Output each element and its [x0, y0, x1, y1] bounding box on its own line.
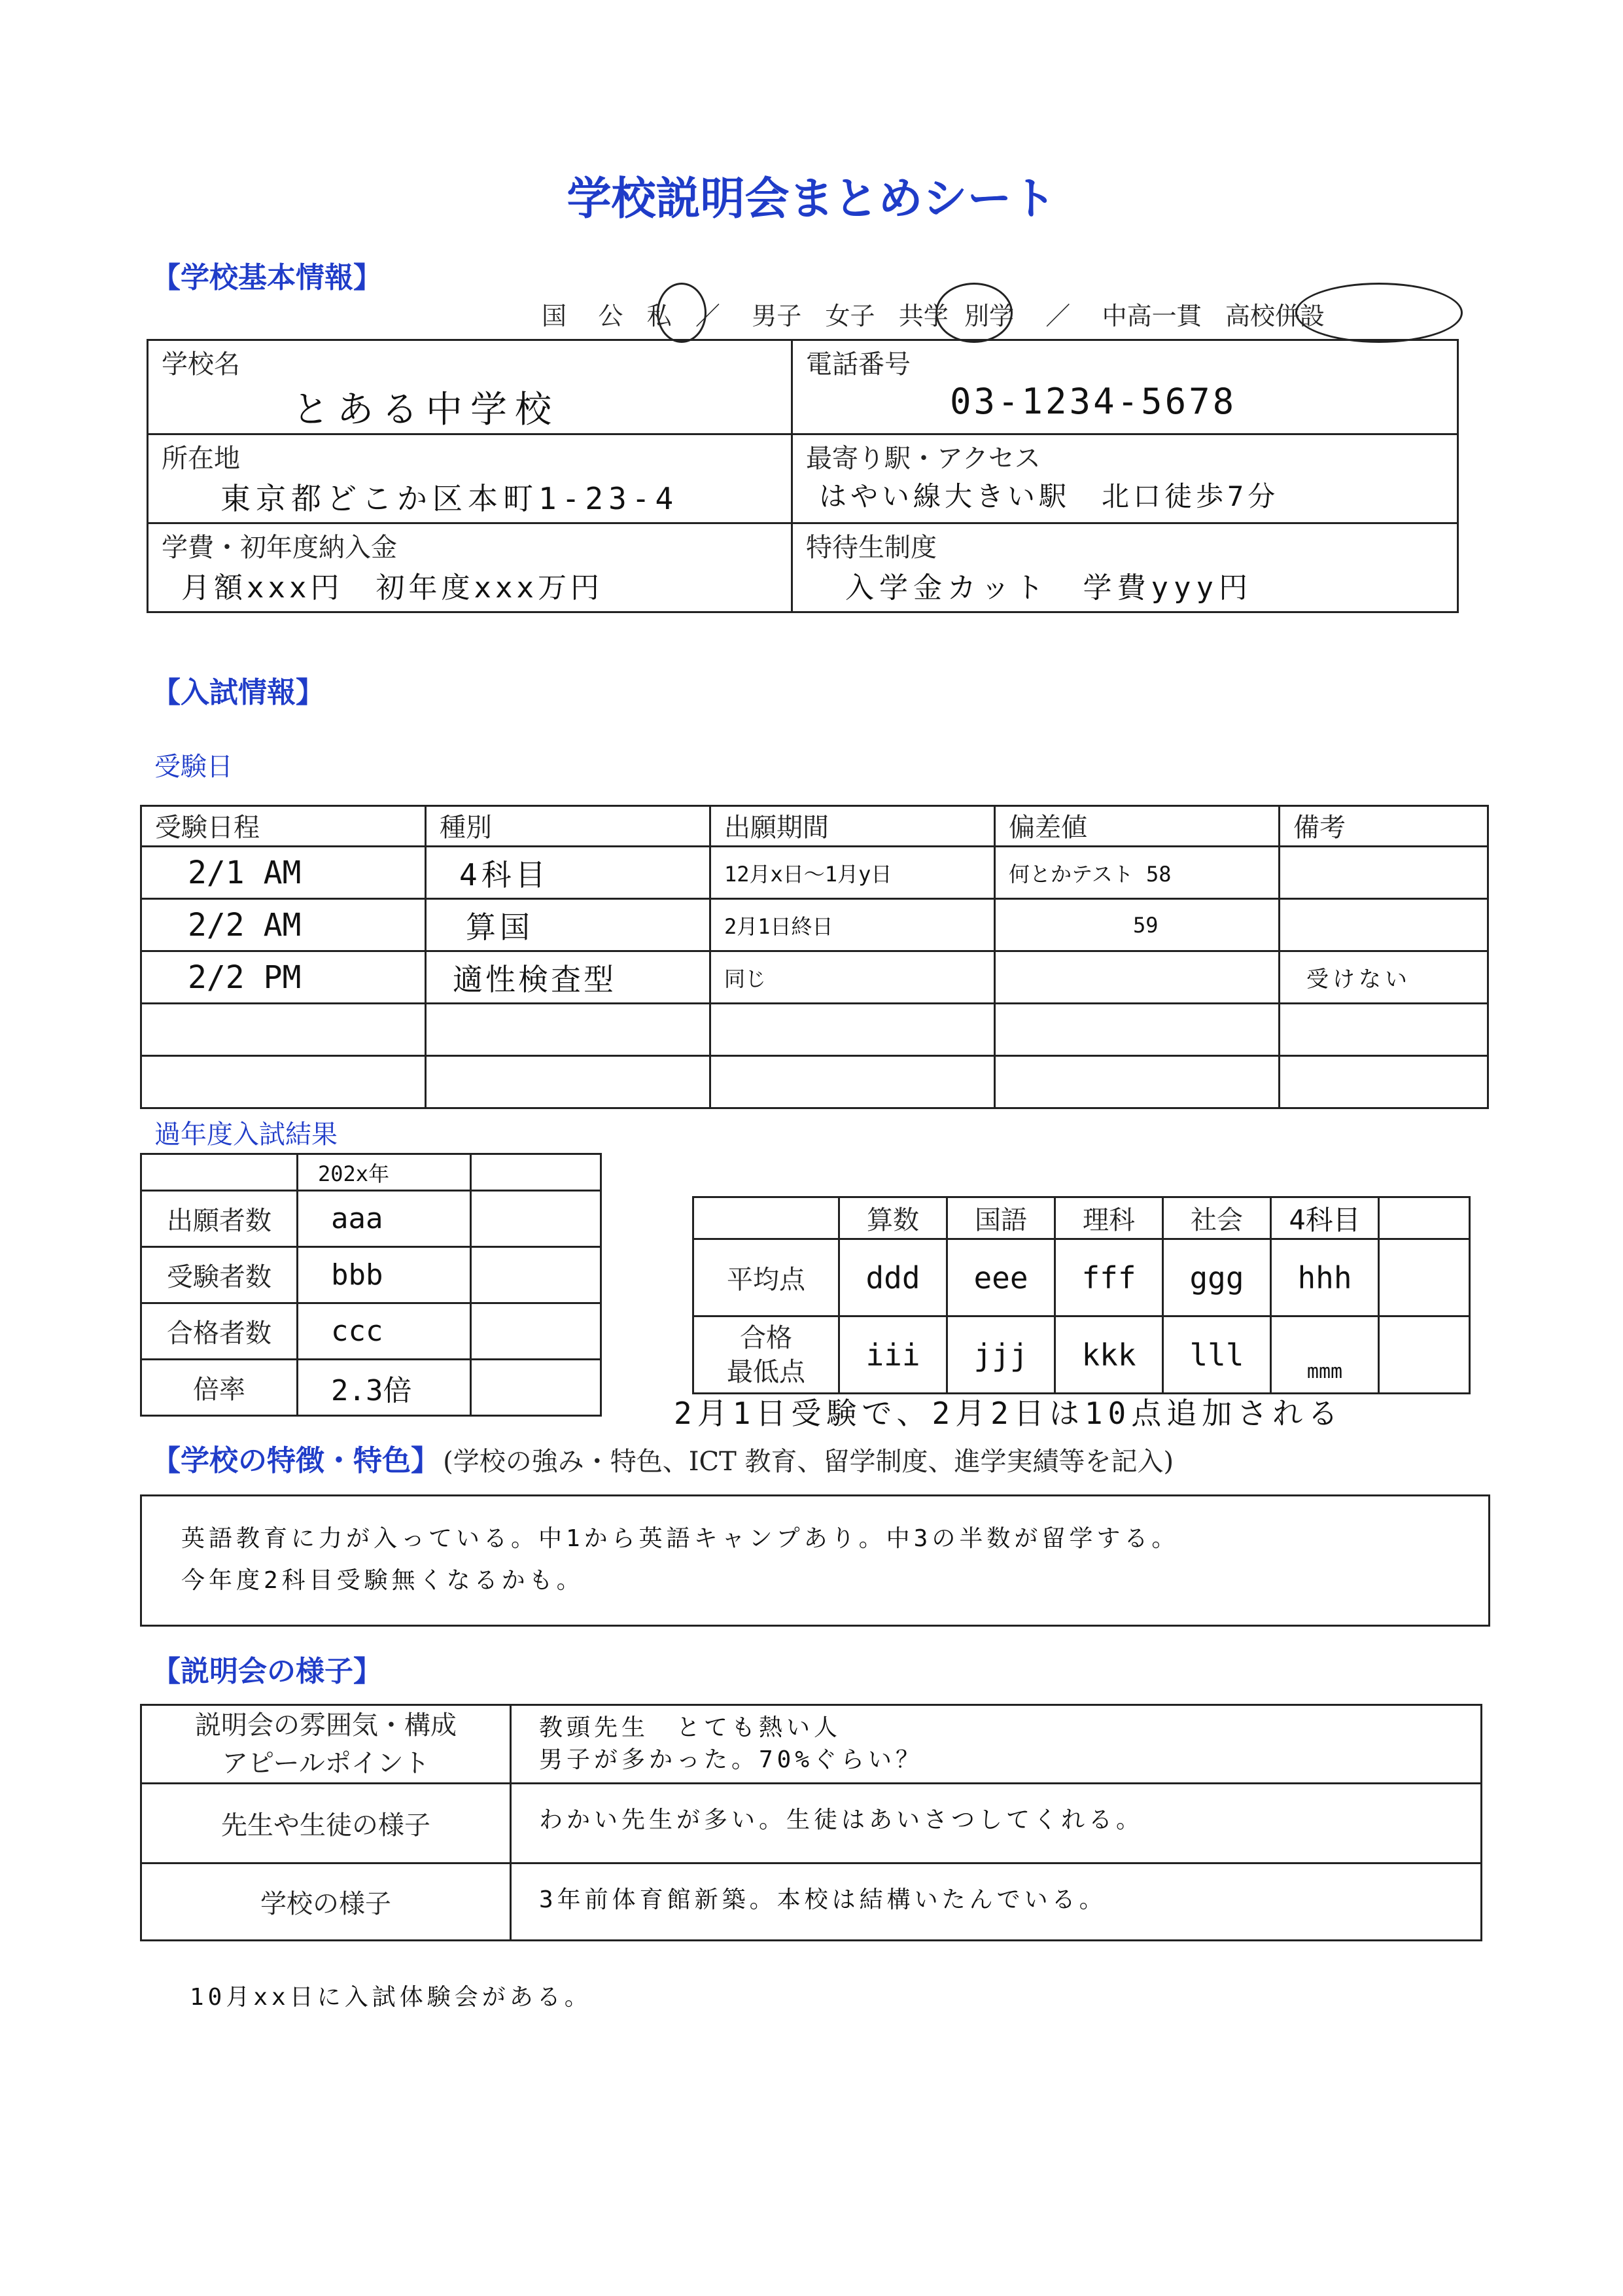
- separator: ／: [695, 302, 720, 330]
- table-row: [693, 1316, 1470, 1394]
- fee-value: 月額xxx円 初年度xxx万円: [181, 571, 603, 605]
- table-row: [141, 1360, 601, 1416]
- session-text-line2: 男子が多かった。70%ぐらい？: [539, 1746, 924, 1773]
- column-header: 受験日程: [141, 806, 426, 847]
- table-cell: [471, 1154, 601, 1191]
- column-header: 種別: [426, 806, 710, 847]
- avg-score: ddd: [839, 1239, 947, 1316]
- table-cell: 2/2 AM: [141, 899, 426, 951]
- table-cell: [995, 1056, 1280, 1108]
- session-text: わかい先生が多い。生徒はあいさつしてくれる。: [511, 1784, 1482, 1863]
- school-name-value: とある中学校: [292, 389, 559, 431]
- exam-dates-heading: 受験日: [154, 752, 233, 782]
- min-score: mmm: [1271, 1316, 1379, 1394]
- table-cell: [141, 1154, 298, 1191]
- phone-label: 電話番号: [806, 349, 911, 380]
- scholarship-cell: [792, 523, 1458, 612]
- table-row: [141, 847, 1488, 899]
- table-cell: [141, 1004, 426, 1056]
- circle-mark-heisetsu: [1295, 283, 1463, 343]
- table-cell: 2/1 AM: [141, 847, 426, 899]
- table-cell: 何とかテスト 58: [995, 847, 1280, 899]
- table-cell: [995, 951, 1280, 1004]
- scholarship-label: 特待生制度: [806, 533, 937, 563]
- fee-cell: [148, 523, 792, 612]
- circle-mark-kyogaku: [935, 283, 1013, 343]
- avg-score: eee: [947, 1239, 1055, 1316]
- features-heading: 【学校の特徴・特色】: [152, 1444, 440, 1477]
- table-cell: [1280, 1056, 1488, 1108]
- session-label-line1: 説明会の雰囲気・構成: [195, 1710, 457, 1740]
- table-cell: [693, 1197, 839, 1239]
- row-label: 受験者数: [141, 1247, 298, 1303]
- min-score: jjj: [947, 1316, 1055, 1394]
- station-label: 最寄り駅・アクセス: [806, 444, 1041, 474]
- address-cell: [148, 434, 792, 523]
- column-header: 偏差値: [995, 806, 1280, 847]
- table-row: [141, 1863, 1482, 1941]
- option-kyogaku: 共学: [898, 302, 949, 330]
- table-cell: [1379, 1197, 1470, 1239]
- exam-schedule-table: [140, 805, 1489, 1109]
- basic-info-heading: 【学校基本情報】: [152, 261, 382, 294]
- scholarship-value: 入学金カット 学費yyy円: [845, 571, 1253, 605]
- table-cell: 59: [995, 899, 1280, 951]
- column-header: 出願期間: [710, 806, 995, 847]
- table-header-row: [141, 806, 1488, 847]
- past-year-label: 202x年: [298, 1154, 471, 1191]
- features-heading-row: [152, 1437, 1174, 1479]
- table-cell: [1379, 1239, 1470, 1316]
- option-heisetsu: 高校併設: [1225, 302, 1325, 330]
- table-cell: 適性検査型: [426, 951, 710, 1004]
- address-label: 所在地: [162, 444, 240, 474]
- table-cell: 4科目: [426, 847, 710, 899]
- option-betsugaku: 別学: [964, 302, 1014, 330]
- table-row: [141, 1705, 1482, 1784]
- session-text: [511, 1705, 1482, 1784]
- subject-header: 算数: [839, 1197, 947, 1239]
- table-cell: [471, 1303, 601, 1360]
- row-value: ccc: [298, 1303, 471, 1360]
- features-line-1: 英語教育に力が入っている。中1から英語キャンプあり。中3の半数が留学する。: [181, 1525, 1179, 1552]
- table-row: [141, 1191, 601, 1247]
- option-danshi: 男子: [752, 302, 802, 330]
- session-text: 3年前体育館新築。本校は結構いたんでいる。: [511, 1863, 1482, 1941]
- table-cell: [471, 1247, 601, 1303]
- features-line-2: 今年度2科目受験無くなるかも。: [181, 1567, 584, 1594]
- features-box: [140, 1494, 1490, 1627]
- table-row: [141, 1056, 1488, 1108]
- past-results-heading: 過年度入試結果: [154, 1120, 338, 1150]
- basic-info-table: [147, 339, 1459, 613]
- table-cell: [710, 1056, 995, 1108]
- separator: ／: [1045, 302, 1071, 330]
- school-name-cell: [148, 340, 792, 434]
- table-row: [141, 1303, 601, 1360]
- page-title: 学校説明会まとめシート: [567, 173, 1056, 225]
- avg-score: hhh: [1271, 1239, 1379, 1316]
- min-score: lll: [1163, 1316, 1271, 1394]
- scores-note: 2月1日受験で、2月2日は10点追加される: [674, 1396, 1344, 1431]
- table-row: [141, 899, 1488, 951]
- phone-cell: [792, 340, 1458, 434]
- table-row: [141, 951, 1488, 1004]
- table-cell: [426, 1004, 710, 1056]
- row-label: 倍率: [141, 1360, 298, 1416]
- row-value: aaa: [298, 1191, 471, 1247]
- table-cell: [471, 1191, 601, 1247]
- features-hint: (学校の強み・特色、ICT 教育、留学制度、進学実績等を記入): [443, 1447, 1174, 1477]
- table-cell: [141, 1056, 426, 1108]
- subject-header: 4科目: [1271, 1197, 1379, 1239]
- table-cell: 受けない: [1280, 951, 1488, 1004]
- option-joshi: 女子: [825, 302, 875, 330]
- min-label: [693, 1316, 839, 1394]
- session-label-line2: アピールポイント: [222, 1748, 430, 1778]
- table-row: [693, 1239, 1470, 1316]
- table-cell: [1280, 899, 1488, 951]
- table-cell: [1280, 1004, 1488, 1056]
- table-cell: 12月x日～1月y日: [710, 847, 995, 899]
- exam-info-heading: 【入試情報】: [152, 676, 324, 709]
- station-value: はやい線大きい駅 北口徒歩7分: [819, 480, 1280, 512]
- option-ko: 公: [598, 302, 623, 330]
- avg-score: fff: [1055, 1239, 1163, 1316]
- subject-header: 社会: [1163, 1197, 1271, 1239]
- min-label-line1: 合格: [740, 1322, 792, 1353]
- subject-header: 理科: [1055, 1197, 1163, 1239]
- address-value: 東京都どこか区本町1-23-4: [220, 481, 679, 516]
- table-cell: [426, 1056, 710, 1108]
- row-label: 合格者数: [141, 1303, 298, 1360]
- past-results-table: [140, 1153, 602, 1417]
- session-table: [140, 1704, 1482, 1941]
- table-cell: [710, 1004, 995, 1056]
- row-label: 出願者数: [141, 1191, 298, 1247]
- table-cell: [995, 1004, 1280, 1056]
- session-label: [141, 1705, 511, 1784]
- subject-header: 国語: [947, 1197, 1055, 1239]
- row-value: bbb: [298, 1247, 471, 1303]
- avg-label: 平均点: [693, 1239, 839, 1316]
- table-cell: 算国: [426, 899, 710, 951]
- option-shi: 私: [646, 302, 672, 330]
- session-heading: 【説明会の様子】: [152, 1655, 382, 1688]
- school-name-label: 学校名: [162, 349, 240, 380]
- table-cell: [1379, 1316, 1470, 1394]
- table-cell: [471, 1360, 601, 1416]
- min-score: iii: [839, 1316, 947, 1394]
- table-cell: [1280, 847, 1488, 899]
- min-label-line2: 最低点: [727, 1356, 805, 1387]
- column-header: 備考: [1280, 806, 1488, 847]
- session-label: 先生や生徒の様子: [141, 1784, 511, 1863]
- phone-value: 03-1234-5678: [950, 381, 1237, 422]
- scores-table: [692, 1196, 1471, 1394]
- option-kuni: 国: [542, 302, 567, 330]
- table-cell: 2月1日終日: [710, 899, 995, 951]
- fee-label: 学費・初年度納入金: [162, 533, 397, 563]
- session-text-line1: 教頭先生 とても熱い人: [539, 1714, 842, 1741]
- table-row: [141, 1004, 1488, 1056]
- circle-mark-shi: [657, 283, 707, 343]
- table-row: [141, 1247, 601, 1303]
- option-chuko: 中高一貫: [1102, 302, 1202, 330]
- min-score: kkk: [1055, 1316, 1163, 1394]
- avg-score: ggg: [1163, 1239, 1271, 1316]
- station-cell: [792, 434, 1458, 523]
- row-value: 2.3倍: [298, 1360, 471, 1416]
- table-cell: 2/2 PM: [141, 951, 426, 1004]
- footer-note: 10月xx日に入試体験会がある。: [190, 1984, 592, 2011]
- table-cell: 同じ: [710, 951, 995, 1004]
- session-label: 学校の様子: [141, 1863, 511, 1941]
- table-row: [141, 1784, 1482, 1863]
